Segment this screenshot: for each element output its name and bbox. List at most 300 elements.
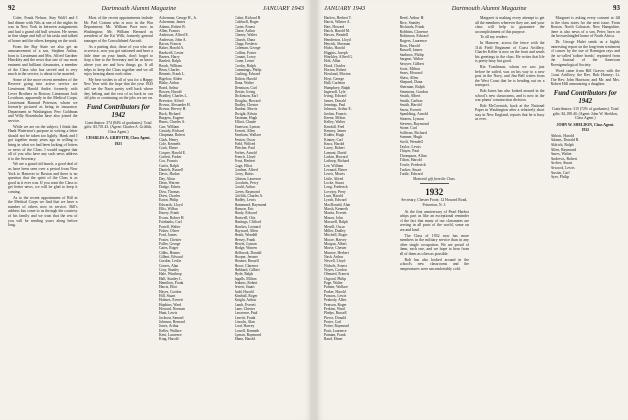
contributor-name: Barnes, Harry [159,55,180,60]
contributor-name: Curtis, Ralph [159,163,179,168]
contributor-name: Cabot, Richard B. [234,16,262,20]
contributor-name: Parker, Harold [324,289,346,294]
contributor-name: Parsons, Lewis [324,294,347,298]
contributor-name: Dudley, Chester [234,102,259,107]
contributor-name: Henderson, Lloyd [324,37,351,42]
contributor-name: Hewitt, Lyman [234,241,257,246]
contributor-name: Hersey, Frank [234,237,256,242]
contributor-name: Maxwell, Ralph [324,220,348,225]
contributor-name: Hodge, Warren [234,246,257,251]
contributor-name: Coleman, George [234,46,261,51]
contributor-name: Lamb, Everett [234,302,256,307]
paragraph: Rix Tomlinson, whom we saw just before he sailed, was on his way to a new post in the Navy, and Jim Bell writes from the West Coast that he is heading out on a transport. [475,64,545,88]
paragraph: In Hanover, across the fence with the 11th Field Regiment of Coast Artillery, Charles Keller is now on the front and sends his greetings to the class. He writes that life is pretty busy but good. [475,40,545,64]
contributor-name: Fletcher, Paul [234,146,255,151]
contributor-name: Dickinson, Earl [234,94,258,99]
contributor-name: Bardwell, Lester [159,50,184,55]
contributor-name: Porter, Carl [324,320,342,325]
contributor-name: Spaulding, Arnold [399,112,429,117]
contributor-name: Reed, Arthur H. [399,16,425,20]
contributor-name: Beach, William [159,63,182,68]
contributor-name: Conant, Leroy [234,55,256,60]
contributor-name: Hayes, Gordon [159,289,182,294]
contributor-name: Carr, William [159,124,180,129]
contributor-name: Sargent, Walter [399,57,424,62]
contributor-name: Holt, Allan [324,59,341,64]
contributor-name: Hyde, Ralph [234,272,254,277]
contributor-name: Foster, Chester [159,237,182,242]
contributor-name: Shaw, Allen [399,75,419,80]
paragraph: Margaret is asking every consent to fill in the class notes for the next issue. From Boston, North Cohasset, New Hampshire, there is also news of a son, Peter, born on the brownshingled home of North Africa. [550,16,620,39]
contributor-name: Lunt, Harold [324,194,344,199]
contributor-name: Robbins, Clarence [399,29,429,34]
contributor-name: Lacey, Robert [324,146,345,151]
contributor-name: Long, Frederick [324,185,348,190]
contributor-name: Graves, Alan [159,263,179,268]
paragraph: My best wishes to all of you for a Happy New Year with the hope that the year 1943 will see the Nazis pretty well back where they belong and the rest of us back in our old jobs or continuing on the jobs we are on. [83,77,153,101]
contributor-name: Blake, Arthur [159,81,180,86]
contributor-name: Hayward, Allen [234,228,258,233]
contributor-name: Lathrop, Richard [324,159,350,164]
contributor-name: MacDonald, Alan [324,202,351,207]
contributor-name: Davis, Harlan [159,172,180,177]
contributor-name: Eaton, Philip [159,198,179,203]
contributor-name: Hopkins, Ward [159,302,182,307]
names-list [551,134,621,180]
contributor-name: Ross, Harold [399,43,420,48]
contributor-name: Sears, Howard [399,71,423,76]
contributor-name: Jennings, Paul [324,102,346,107]
contributor-name: Rand, Elmer [324,337,343,342]
contributor-name: Johnson, Arthur E. [324,107,352,112]
class-year: 1921 [114,142,123,147]
contributor-name: Swift, Wendell [399,140,423,145]
contributor-name: Gray, Stanley [159,267,180,272]
contributor-name: Crosby, Ralph [234,63,256,68]
contributor-name: Tuttle, Edward [399,172,423,177]
contributor-name: Andrews, Robert [550,156,578,161]
contributor-name: Peabody, Allen [324,298,347,303]
contributor-name: Moore, Harvey [324,237,347,242]
contributor-name: Bennett, Frank L. [159,72,186,77]
paragraph: As to the recent appointment of Bill in the Medical Corps we find that we have a number of others now in service. Bill's address has come to us through the courtesy of his family and we trust that the rest of you will be sending yours along before long. [8,195,78,228]
contributor-name: Dennison, Carl [234,85,257,90]
issue-date: JANUARY 1943 [262,4,304,12]
issue-date: JANUARY 1943 [324,4,366,12]
paragraph: Dr. George Hulet sends us a highly interesting report on the long-term treatment of cancer by the use of Roentgen rays and the so-called 'iodine bomb,' reprinted from the Journal of the American Roentgenological Society. [550,39,620,67]
contributor-name: Little, Alfred [324,176,344,181]
contributor-name: Kendall, Fred [324,124,345,129]
contributor-name: Cummings, Philip [234,68,262,73]
names-list [400,16,470,177]
contributor-name: Kinney, Carl [324,137,343,142]
contributor-name: Gates, Roger [159,246,179,251]
contributor-name: Hatch, Harold M. [324,29,351,34]
contributor-name: Emery, Frank [159,211,180,216]
fund-summary: Contributors: 315 (72% of graduates). Total gifts: $2,188.40. (Agent: John W. Sheldon, Class Agent.) [551,106,619,121]
class-heading: 1932 [425,187,444,198]
paragraph: Bob McCormick, back at the National Paper in Washington after a relatively short stay in New England, reports that he is busy as ever. [475,103,545,122]
text-column [8,16,78,416]
contributor-name: Bacon, Francis [159,42,182,47]
contributor-name: Hanson, Eric [234,207,254,212]
contributor-name: Robinson, Edward [399,34,429,39]
contributor-name: Dalton, Harold [234,76,257,81]
paragraph: We are a grand old bunch, a good deal of us have been seen over a period from New York to Hanover to Boston and there is no question that the spirit of the Class is as good as it ever was. If you want the Class to get better news, we will be glad to keep it coming. [8,162,78,194]
contributor-name: Bradley, Charles L. [159,94,188,99]
contributor-name: Hood, Charles [324,63,346,68]
contributor-name: Adams, Donald R. [550,138,580,143]
contributor-name: Newell, Lloyd [324,259,346,264]
contributor-name: Archer, Stuart [550,161,573,166]
contributor-name: Kidder, Hugh [324,133,345,138]
contributor-name: Anderson, John A. [159,37,187,42]
contributor-name: Rogers, Laurence [399,38,427,43]
contributor-name: Hill, Stuart [159,294,176,298]
contributor-name: Gage, Elliot [234,163,253,168]
contributor-name: Aldrich, Ralph [550,143,574,148]
contributor-name: Harlow, Herbert T. [324,16,352,20]
contributor-name: Holbrook, Donald [234,250,262,255]
contributor-name: Lord, Harvey [234,324,255,329]
contributor-name: Lowell, Kenneth [234,328,260,333]
contributor-name: Kenney, James [324,128,347,133]
class-agent: JOHN W. SHELDON, Class Agent. [556,122,614,127]
contributor-name: Smith, Albert [399,94,421,99]
text-column [84,16,154,416]
contributor-name: Dwight, Edwin [234,111,258,116]
contributor-name: Jones, Arthur [159,324,179,329]
paragraph: Some of the more recent members of the Reserve going into active service are Lieutenant Harold Andre, formerly with Lever Brothers in Boston; Lieutenant Jack Lowthorn, apparently in the Medical Corps; Lieutenant Barnard Peterson, whom we formerly pictured as being in insurance; Department in Washington; Perc Goldman and Willy Rosenholm have also joined the service. [8,77,78,124]
contributor-name: Frost, Herbert [234,159,256,164]
contributor-name: Buck, Richard [159,111,181,116]
contributor-name: Knight, Arthur [234,298,257,303]
page-header [8,2,304,14]
contributor-name: Brown, Hervey H. [159,107,187,112]
contributor-name: Lee, William [324,163,344,168]
contributor-name: King, Harold [159,337,179,342]
contributor-name: Judd, Harold [234,289,254,294]
contributor-name: Howland, Morton [324,72,351,77]
contributor-name: Munroe, Herbert [324,250,349,255]
contributor-name: Hale, Winthrop [159,272,182,277]
contributor-name: Douglas, Howard [234,98,261,103]
contributor-name: Hull, Carleton [324,81,346,86]
contributor-name: Lyman, Raymond [234,333,261,338]
names-column [324,16,394,416]
contributor-name: Gibbs, Homer [159,250,180,255]
contributor-name: Griffith, Charles A. [234,194,264,199]
contributor-name: Ingersoll, Lyle [324,89,346,94]
contributor-name: Chapman, Robert [159,133,186,138]
contributor-name: Allen, Raymond [550,147,577,152]
names-column [159,16,229,416]
contributor-name: Ackerman, James [159,20,186,25]
contributor-name: Bigelow, Alden [159,76,182,81]
contributor-name: Ingalls, Milton [234,276,257,281]
contributor-name: Hartwell, Otis [234,215,256,220]
contributor-name: Lamont, David [324,150,347,155]
contributor-name: Hoyt, George [324,76,345,81]
contributor-name: Heath, Wendell [234,233,258,238]
contributor-name: Jewett, Stuart [234,285,255,290]
contributor-name: Farnham, Wallace [234,133,262,138]
contributor-name: Tucker, Stuart [399,167,422,172]
contributor-name: Cook, Elmer [159,146,178,151]
contributor-name: Gould, Arthur [234,185,256,190]
contributor-name: Ackerman, George H., Jr. [159,16,197,20]
contributor-name: Taylor, Lewis [399,144,421,149]
contributor-name: Fuller, George [159,241,181,246]
contributor-name: Anderson, Alfred E. [159,33,189,38]
paragraph: As a parting shot, those of you who are in service, now you get stationed and have a little time on your hands, don't forget to drop a line to the Secretary and let us know where you are and how things go. It all helps to keep the Class together and we all enjoy hearing about each other. [83,44,153,77]
contributor-name: Hawes, Wendell [324,33,349,38]
contributor-name: Gardner, Alfred [234,168,258,173]
contributor-name: Brewster, Alfred [159,98,184,103]
memorial-note: Memorial gift from the Class. [413,176,456,181]
contributor-name: Ellis, Wilbur [159,207,178,212]
contributor-name: Fairbanks, Carl [159,220,182,225]
contributor-name: Noyes, Gordon [324,267,347,272]
contributor-name: Cole, Kenneth [159,141,181,146]
contributor-name: Simmons, Gordon [399,89,429,94]
paragraph: To all my readers: [480,35,509,40]
contributor-name: Sullivan, Richard [399,130,427,135]
contributor-name: Rice, Stanley [399,20,421,25]
contributor-name: Hinckley, Alfred G. [324,55,354,60]
contributor-name: Green, Raymond [234,189,260,194]
page-number: 93 [612,4,620,12]
contributor-name: Morse, Chester [324,246,347,251]
contributor-name: Pearson, Roger [324,302,347,307]
contributor-name: Hardy, Edward [234,211,257,216]
paragraph: Margaret is making every attempt to get all the members wherever they are, and your class will help to guarantee the accomplishment of this purpose. [475,16,545,34]
contributor-name: Pierce, Donald [324,315,346,320]
paragraph: Coler, Frank Nelson, Stay Wolff and I had dinner with Nils at one of the nights he was in New York in between assignments and had a grand old bull session. He seems in fine shape and full of his tasks and talked of home and the others keeping on the work. [8,16,78,43]
contributor-name: Dean, Warren [159,181,180,186]
contributor-name: Howe, Clarence [234,263,259,268]
contributor-name: Burns, Charles A. [159,120,186,125]
contributor-name: Sherman, Ralph [399,84,425,89]
contributor-name: Holmes, Everett [159,298,183,303]
contributor-name: Atwood, Lewis [550,166,575,171]
contributor-name: Hammond, Raymond [234,202,267,207]
contributor-name: Day, Alton [159,176,175,181]
contributor-name: Marsh, Kenneth [324,207,348,212]
contributor-name: Evans, Robert H. [159,215,185,220]
contributor-name: Dexter, Irving [234,89,256,94]
contributor-name: Cassidy, Richard [159,128,184,133]
contributor-name: Putnam, Frank [324,333,346,338]
contributor-name: Miller, Dudley [324,228,346,233]
contributor-name: Caldwell, Roger [234,20,259,25]
contributor-name: Ford, James [159,233,177,238]
contributor-name: Mitchell, Roger [324,233,348,238]
contributor-name: Kelley, Walter [324,120,346,125]
contributor-name: Knox, Harold [324,141,345,146]
contributor-name: Chase, Arthur [234,29,255,34]
contributor-name: Palmer, Wallace [324,285,348,290]
contributor-name: Gordon, Leslie [159,259,182,264]
paragraph: At the first anniversary of Pearl Harbor whips part as like an exceptional reminder of the fact that many of our classmates are serving in all parts of the world, some on sea and land. [399,209,469,232]
contributor-name: Morgan, Albert [324,241,347,246]
contributor-name: Tilton, Harold [399,158,422,163]
contributor-name: Leonard, Elmer [324,168,348,173]
contributor-name: Bowen, Harold [159,89,182,94]
contributor-name: Thompson, Allan [399,153,427,158]
class-secretary: Secretary, Chester Foote, 12 Howard Road, Princeton, N. J. [401,198,468,207]
contributor-name: Hicks, Harold [324,46,345,51]
contributor-name: Horton, Robert [324,68,347,73]
contributor-name: Irving, Edward [324,94,347,99]
contributor-name: Bean, Charles [159,68,180,73]
contributor-name: Sanborn, Philip [399,52,424,57]
magazine-title: Dartmouth Alumni Magazine [101,4,177,12]
contributor-name: Leavitt, Frank [234,315,256,320]
contributor-name: Forbes, Arnold [234,150,257,155]
class-year: 1932 [581,128,590,133]
contributor-name: Richards, Frank [399,25,425,30]
page-number: 92 [8,4,15,12]
contributor-name: Lawrence, Paul [234,311,258,316]
paragraph: Most of the recent appointments include Mr. Parl Cottam who is now in the War Department; Mr. William Pace now in Washington; Mr. William Bernard as president of the Kit Wilk; formerly general manager of the Consolidated Aircraft. [83,16,153,43]
contributor-name: Elliott, Claude [234,120,257,125]
contributor-name: Stearns, Lyman [399,117,424,122]
contributor-name: Perkins, Ward [324,307,345,312]
contributor-name: Kimball, Roger [234,294,258,298]
contributor-name: Keller, Wallace [159,328,182,333]
contributor-name: Kent, Laurence [159,333,182,338]
contributor-name: Towle, Frederick [399,163,427,167]
right-page [316,0,628,420]
contributor-name: Merrill, Oscar [324,224,345,229]
contributor-name: Lincoln, Alan [234,320,255,325]
text-column [475,16,545,416]
paragraph: While we are on the subject, I think that Hank Waterston's purpose in writing a letter should not be taken too lightly. Hank and I got together many years ago in willing to bring in what we had been lacking of letters or news of the Class. I would suggest that all of you who have any such news address it to the Secretary. [8,124,78,161]
contributor-name: Drew, Charles [159,194,181,199]
contributor-name: Dodge, Edwin [159,185,181,190]
left-page [0,0,312,420]
contributor-name: Corbett, Parker [159,155,182,159]
contributor-name: Cheney, Walter [234,33,258,38]
contributor-name: Jordan, Francis [324,111,347,116]
contributor-name: Fisher, Oliver [159,228,180,233]
contributor-name: Baker, Harold A. [159,46,185,51]
contributor-name: Sawyer, Gilbert [399,61,424,66]
contributor-name: Collins, Foster [234,50,257,55]
names-column [235,16,305,416]
contributor-name: Smith, Harold [399,103,422,108]
contributor-name: Goodwin, Percy [234,181,259,186]
contributor-name: Field, Wilfred [234,141,256,146]
contributor-name: Dana, Walter [234,81,254,86]
paragraph: Word came from Bill Graves with the Coast Artillery; the Rev. Bob Harney; Lt. The Rev. John Harrison; and Mr. and Mrs. Robert Hill announcing a daughter. [550,68,620,87]
contributor-name: Mann, Harold [234,337,256,342]
contributor-name: Everett, Allen [234,128,255,133]
paragraph: The Class of 1932 now has more members in the military service than in any other single occupation. We are proud of them, each one, and we hope to hear from all of them as often as possible. [399,233,469,256]
contributor-name: James, Donald [324,98,346,103]
contributor-name: Ames, Walter [550,152,572,157]
contributor-name: Cushing, Edward [234,72,261,77]
fund-summary: Contributors: 374 (84% of graduates). Total gifts: $3,701.43. (Agent: Charles A. Griffith, Class Agent.) [84,120,153,134]
paragraph: From the Bay State we also get an announcement of a son, Stephen Arthur, born to Lieutenant and Mrs. Alfred Gardner Hinckley and the news that one of our most eminent and brilliant classmates, a member of the Class who has served and is very much in the service, is about to be married. [8,44,78,77]
contributor-name: Herrick, Sherman [324,42,351,47]
contributor-name: Hooper, Jerome [234,254,258,259]
contributor-name: Hunt, Lewis [159,311,178,316]
contributor-name: Nash, Arthur [324,254,344,259]
contributor-name: Carter, Ernest [234,24,255,29]
contributor-name: Locke, Stuart [324,181,344,186]
contributor-name: Hall, Stanley L. [159,276,183,281]
contributor-name: Stevens, Raymond [399,121,429,126]
contributor-name: Emerson, Lyman [234,124,260,129]
contributor-name: Daniels, Russell [159,168,183,173]
contributor-name: Hart, Howard [324,24,345,29]
text-column [551,16,621,416]
contributor-name: Edwards, Lloyd [159,202,183,207]
contributor-name: Bartlett, Ralph [159,59,181,64]
contributor-name: Clark, Henry [159,137,179,142]
page-header [324,2,620,14]
contributor-name: Potter, Raymond [324,324,349,329]
contributor-name: Cooper, Harold E. [159,150,186,155]
contributor-name: Abbott, Harold [550,133,575,138]
contributor-name: Smith, Carlton [399,98,423,103]
contributor-name: Shepard, Dana [399,80,423,85]
contributor-name: Olmsted, Francis [324,272,350,277]
contributor-name: Gerry, Rufus [234,172,254,177]
magazine-title: Dartmouth Alumni Magazine [451,4,527,12]
contributor-name: Johnson, Bernard [159,320,185,325]
text-column [400,16,470,416]
contributor-name: Cox, Francis [159,159,178,164]
contributor-name: Phelps, Russell [324,311,347,316]
contributor-name: Martin, Everett [324,211,347,216]
section-heading: Fund Contributors for 1942 [86,103,150,119]
contributor-name: Hosmer, Russell [234,259,259,264]
contributor-name: Brown, Alexander H. [159,102,191,107]
section-heading: Fund Contributors for 1942 [553,89,617,105]
contributor-name: Church, Dana [234,37,255,42]
contributor-name: Larkin, Howard [324,155,348,159]
contributor-name: Bond, Arthur [159,85,179,90]
contributor-name: Eastman, Hugh [234,115,258,120]
contributor-name: Fenton, Oscar [234,137,256,142]
contributor-name: Osgood, Philip [324,276,347,281]
divider [420,183,450,184]
contributor-name: Dow, Thomas [159,189,180,194]
contributor-name: Thayer, Paul [399,149,420,154]
contributor-name: Lewis, Morris [324,172,345,177]
contributor-name: Hubbard, Gilbert [234,267,260,272]
contributor-name: Hawkes, Leonard [234,224,261,229]
paragraph: Bob has also looked around in the school's new classrooms and the temperatures were uncomfortably cold. [399,257,469,271]
contributor-name: Stone, Carl [399,126,418,131]
contributor-name: French, Lloyd [234,155,256,159]
contributor-name: Jackson, Samuel [159,315,184,320]
contributor-name: Harris, Wilmer A. [324,20,351,25]
contributor-name: Harris, Eliot [159,285,178,290]
contributor-name: Howard, Norman [159,307,185,312]
contributor-name: Jenkins, Robert [234,280,258,285]
contributor-name: Lynch, Edward [324,198,347,203]
contributor-name: Adams, Robert B. [159,24,186,29]
paragraph: Bob Jones has also looked around in the school's new classrooms, and is now in the war plants' construction division. [475,88,545,103]
contributor-name: Burgess, Eugene [159,115,184,120]
contributor-name: Hastings, Clifford [234,220,262,225]
contributor-name: Dunbar, Morris [234,107,258,112]
contributor-name: Hadley, Lewis [234,198,256,203]
